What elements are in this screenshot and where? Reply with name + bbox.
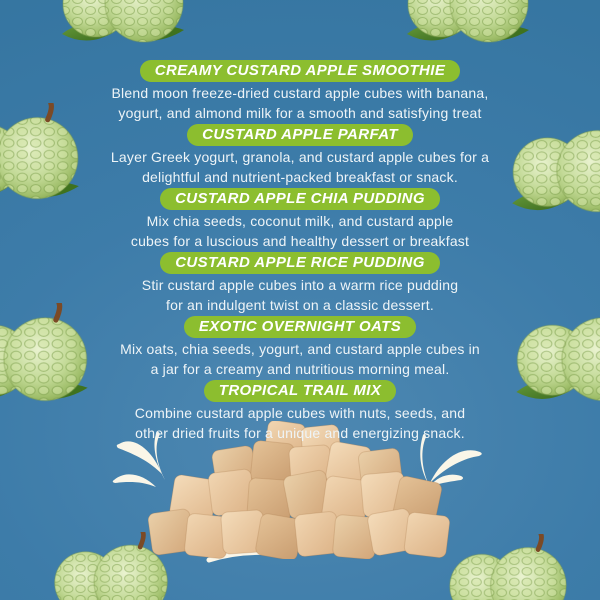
custard-apple-image-top-left bbox=[58, 0, 188, 50]
description-line: for an indulgent twist on a classic dessert. bbox=[166, 296, 434, 313]
description-line: Blend moon freeze-dried custard apple cubes with banana, bbox=[111, 85, 489, 101]
recipe-description bbox=[142, 276, 458, 315]
recipe-section-smoothie bbox=[112, 60, 489, 123]
recipe-title-badge: CREAMY CUSTARD APPLE SMOOTHIE bbox=[140, 60, 461, 82]
recipe-description bbox=[135, 404, 465, 443]
description-line: other dried fruits for a unique and energizing snack. bbox=[135, 424, 465, 441]
description-line: Stir custard apple cubes into a warm rice pudding bbox=[141, 277, 459, 293]
recipe-title-badge: CUSTARD APPLE PARFAT bbox=[187, 124, 413, 146]
recipe-section-rice-pudding bbox=[142, 252, 458, 315]
recipe-title-badge: TROPICAL TRAIL MIX bbox=[204, 380, 396, 402]
recipe-section-overnight-oats bbox=[120, 316, 480, 379]
recipe-description bbox=[120, 340, 480, 379]
recipe-description bbox=[131, 212, 469, 251]
recipe-description bbox=[112, 84, 489, 123]
description-line: yogurt, and almond milk for a smooth and satisfying treat bbox=[118, 104, 482, 121]
recipe-title-badge: EXOTIC OVERNIGHT OATS bbox=[184, 316, 416, 338]
description-line: Layer Greek yogurt, granola, and custard apple cubes for a bbox=[110, 149, 490, 165]
custard-apple-image-bottom-right bbox=[445, 534, 571, 600]
description-line: a jar for a creamy and nutritious morning meal. bbox=[150, 360, 450, 377]
description-line: Mix oats, chia seeds, yogurt, and custard apple cubes in bbox=[120, 341, 480, 357]
custard-apple-image-top-right bbox=[403, 0, 533, 50]
recipe-section-trail-mix bbox=[135, 380, 465, 443]
recipe-section-chia-pudding bbox=[131, 188, 469, 251]
description-line: Combine custard apple cubes with nuts, seeds, and bbox=[134, 405, 466, 421]
recipe-section-parfait bbox=[111, 124, 489, 187]
description-line: delightful and nutrient-packed breakfast or snack. bbox=[142, 168, 458, 185]
recipe-list bbox=[0, 60, 600, 444]
recipe-description bbox=[111, 148, 489, 187]
recipe-title-badge: CUSTARD APPLE CHIA PUDDING bbox=[160, 188, 440, 210]
description-line: Mix chia seeds, coconut milk, and custard apple bbox=[146, 213, 454, 229]
description-line: cubes for a luscious and healthy dessert or breakfast bbox=[130, 232, 470, 249]
recipe-title-badge: CUSTARD APPLE RICE PUDDING bbox=[160, 252, 440, 274]
